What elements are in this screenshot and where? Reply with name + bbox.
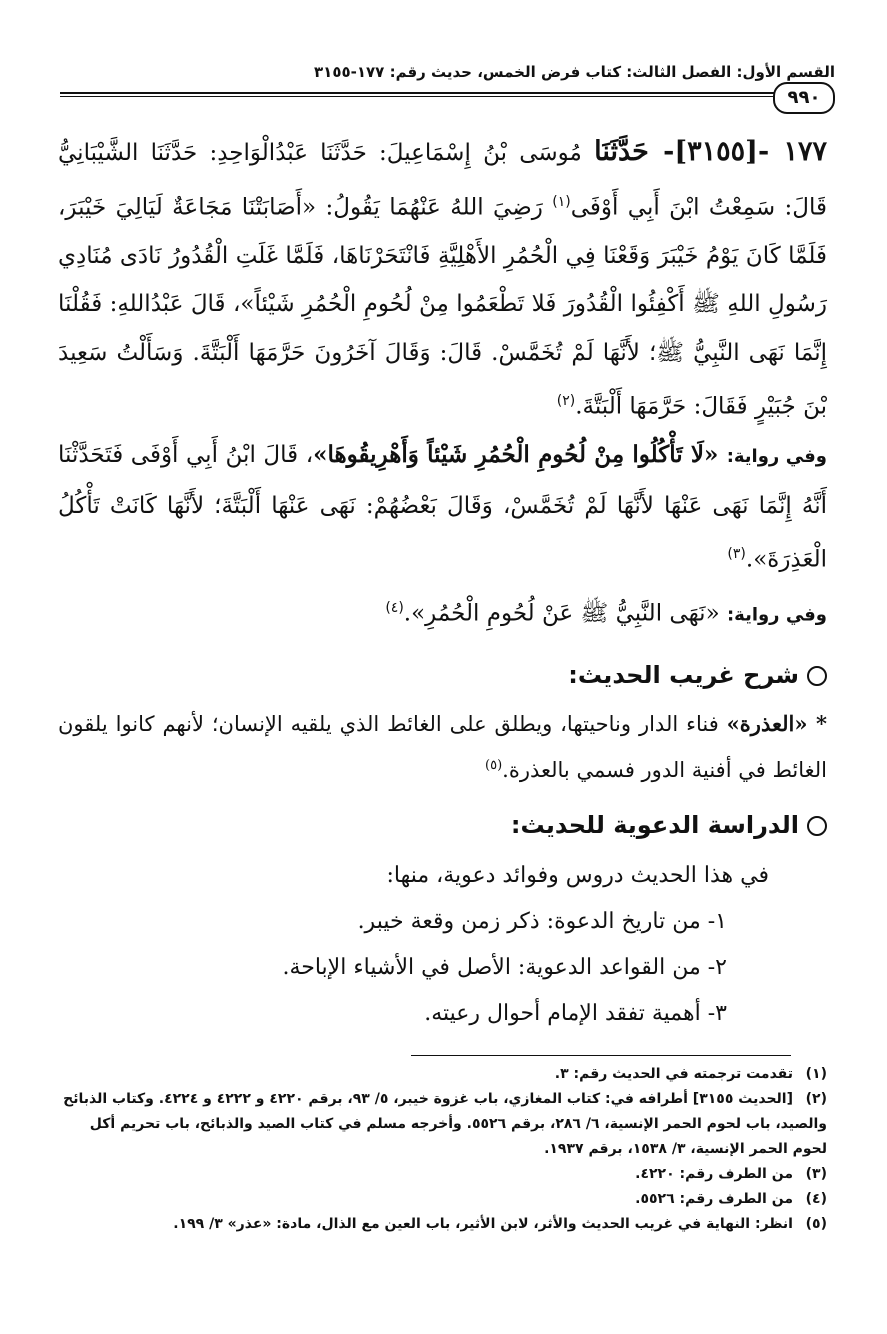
footnote-text: من الطرف رقم: ٥٥٢٦.	[635, 1191, 793, 1207]
dirasa-intro: في هذا الحديث دروس وفوائد دعوية، منها:	[386, 862, 769, 888]
hadith-main-paragraph	[58, 128, 827, 431]
riwaya-bold-quote: «لَا تَأْكُلُوا مِنْ لُحُومِ الْحُمُرِ شَيْئاً وَأَهْرِيقُوهَا»	[313, 441, 727, 469]
riwaya-label: وفي رواية:	[726, 605, 827, 627]
footnote-text: [الحديث ٣١٥٥] أطرافه في: كتاب المغازي، باب غزوة خيبر، ٥/ ٩٣، برقم ٤٢٢٠ و ٤٢٢٢ و ٤٢٢٤. وكتاب الذبائح والصيد، باب لحوم الحمر الإنسية، ٦/ ٢٨٦، برقم ٥٥٢٦. وأخرجه مسلم في كتاب الصيد والذبائح، باب تحريم أكل لحوم الحمر الإنسية، ٣/ ١٥٣٨، برقم ١٩٣٧.	[63, 1091, 827, 1157]
footnote-ref-5: (٥)	[485, 757, 503, 773]
footnote-rule	[411, 1055, 791, 1056]
hadith-matn: رَضِيَ اللهُ عَنْهُمَا يَقُولُ: «أَصَابَتْنَا مَجَاعَةٌ لَيَالِيَ خَيْبَرَ، فَلَمَّا كَانَ يَوْمُ خَيْبَرَ وَقَعْنَا فِي الْحُمُرِ الأَهْلِيَّةِ فَانْتَحَرْنَاهَا، فَلَمَّا غَلَتِ الْقُدُورُ نَادَى مُنَادِي رَسُولِ اللهِ ﷺ أَكْفِئُوا الْقُدُورَ فَلا تَطْعَمُوا مِنْ لُحُومِ الْحُمُرِ شَيْئاً»، قَالَ عَبْدُاللهِ: فَقُلْنَا إِنَّمَا نَهَى النَّبِيُّ ﷺ؛ لأَنَّهَا لَمْ تُخَمَّسْ. قَالَ: وَقَالَ آخَرُونَ حَرَّمَهَا أَلْبَتَّةَ. وَسَأَلْتُ سَعِيدَ بْنَ جُبَيْرٍ فَقَالَ: حَرَّمَهَا أَلْبَتَّةَ.	[58, 194, 827, 420]
riwaya-text: «نَهَى النَّبِيُّ ﷺ عَنْ لُحُومِ الْحُمُرِ».	[403, 601, 727, 628]
list-item: ٣- أهمية تفقد الإمام أحوال رعيته.	[424, 1000, 727, 1026]
hadith-number: ١٧٧ -[٣١٥٥]- حَدَّثَنَا	[594, 136, 827, 167]
hadith-chain: مُوسَى بْنُ إِسْمَاعِيلَ: حَدَّثَنَا عَبْدُالْوَاحِدِ: حَدَّثَنَا الشَّيْبَانِيُّ قَالَ: سَمِعْتُ ابْنَ أَبِي أَوْفَى	[58, 140, 827, 221]
list-item: ٢- من القواعد الدعوية: الأصل في الأشياء الإباحة.	[282, 954, 727, 980]
section-title-gharib: شرح غريب الحديث:	[58, 655, 827, 695]
main-content	[58, 128, 827, 1037]
running-header: القسم الأول: الفصل الثالث: كتاب فرض الخمس، حديث رقم: ١٧٧-٣١٥٥	[314, 63, 835, 81]
footnote-ref-1: (١)	[552, 193, 571, 210]
footnote-text: انظر: النهاية في غريب الحديث والأثر، لابن الأثير، باب العين مع الذال، مادة: «عذر» ٣/ ١٩٩.	[173, 1216, 793, 1232]
footnote-ref-2: (٢)	[556, 393, 576, 410]
footnote-ref-4: (٤)	[385, 600, 404, 617]
header-rule	[60, 92, 775, 94]
list-item: ١- من تاريخ الدعوة: ذكر زمن وقعة خيبر.	[357, 908, 727, 934]
gharib-paragraph	[58, 703, 827, 791]
footnote	[58, 1062, 827, 1087]
gharib-term: * «العذرة»	[726, 710, 827, 736]
footnote	[58, 1162, 827, 1187]
header-rule-thin	[60, 96, 775, 97]
riwaya-text: ، قَالَ ابْنُ أَبِي أَوْفَى فَتَحَدَّثْنَا أَنَّهُ إِنَّمَا نَهَى عَنْهَا لأَنَّهَا لَمْ تُخَمَّسْ، وَقَالَ بَعْضُهُمْ: نَهَى عَنْهَا أَلْبَتَّةَ؛ لأَنَّهَا كَانَتْ تَأْكُلُ الْعَذِرَةَ».	[58, 442, 827, 573]
riwaya-label: وفي رواية:	[726, 446, 827, 468]
footnote-number: (٢)	[805, 1091, 827, 1107]
footnote-number: (١)	[805, 1066, 827, 1082]
footnote-text: من الطرف رقم: ٤٢٢٠.	[635, 1166, 793, 1182]
footnote-number: (٣)	[805, 1166, 827, 1182]
footnote-number: (٤)	[805, 1191, 827, 1207]
page-number: ٩٩٠	[773, 82, 835, 114]
riwaya-1	[58, 431, 827, 584]
footnote-number: (٥)	[805, 1216, 827, 1232]
gharib-definition: فناء الدار وناحيتها، ويطلق على الغائط الذي يلقيه الإنسان؛ لأنهم كانوا يلقون الغائط في أفنية الدور فسمي بالعذرة.	[58, 711, 827, 782]
footnote-ref-3: (٣)	[727, 546, 746, 563]
footnote-text: تقدمت ترجمته في الحديث رقم: ٣.	[554, 1066, 793, 1082]
circle-bullet-icon	[807, 666, 827, 686]
footnote	[58, 1212, 827, 1237]
riwaya-2	[58, 584, 827, 640]
section-title-dirasa: الدراسة الدعوية للحديث:	[58, 805, 827, 845]
footnote	[58, 1187, 827, 1212]
footnote	[58, 1087, 827, 1162]
hadith-text	[58, 128, 827, 641]
footnotes	[58, 1062, 827, 1237]
circle-bullet-icon	[807, 816, 827, 836]
